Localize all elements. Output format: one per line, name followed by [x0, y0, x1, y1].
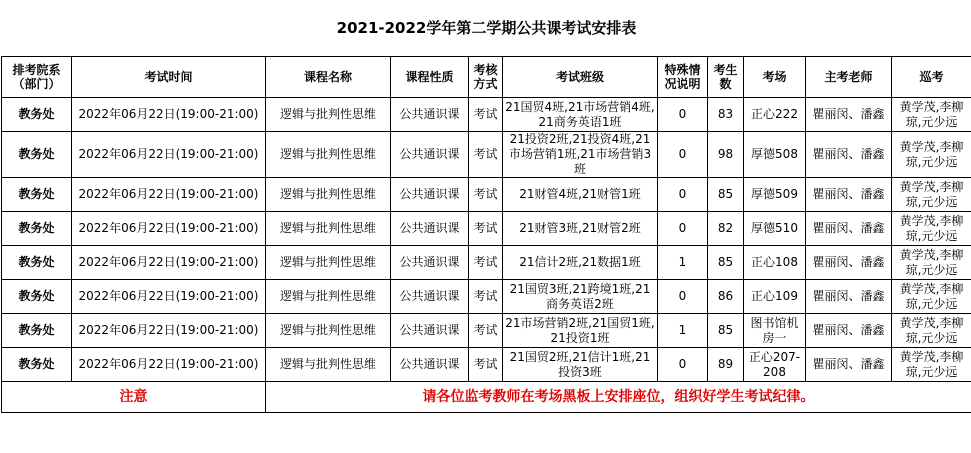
- special-cell: 0: [658, 178, 708, 212]
- time-cell: 2022年06月22日(19:00-21:00): [72, 348, 266, 382]
- special-cell: 1: [658, 314, 708, 348]
- dept-cell: 教务处: [2, 314, 72, 348]
- nature-cell: 公共通识课: [391, 348, 469, 382]
- nature-cell: 公共通识课: [391, 246, 469, 280]
- method-cell: 考试: [469, 212, 503, 246]
- classes-cell: 21投资2班,21投资4班,21市场营销1班,21市场营销3班: [503, 132, 658, 178]
- chief-cell: 瞿丽闵、潘鑫: [806, 348, 892, 382]
- course-cell: 逻辑与批判性思维: [266, 212, 391, 246]
- note-text: 请各位监考教师在考场黑板上安排座位，组织好学生考试纪律。: [266, 382, 971, 413]
- chief-cell: 瞿丽闵、潘鑫: [806, 314, 892, 348]
- special-cell: 0: [658, 348, 708, 382]
- classes-cell: 21国贸4班,21市场营销4班,21商务英语1班: [503, 98, 658, 132]
- count-cell: 85: [708, 178, 744, 212]
- time-cell: 2022年06月22日(19:00-21:00): [72, 98, 266, 132]
- nature-cell: 公共通识课: [391, 314, 469, 348]
- course-cell: 逻辑与批判性思维: [266, 132, 391, 178]
- special-cell: 0: [658, 212, 708, 246]
- special-cell: 0: [658, 132, 708, 178]
- dept-cell: 教务处: [2, 280, 72, 314]
- proctor-cell: 黄学茂,李柳琼,元少远: [892, 132, 971, 178]
- chief-cell: 瞿丽闵、潘鑫: [806, 132, 892, 178]
- chief-cell: 瞿丽闵、潘鑫: [806, 246, 892, 280]
- proctor-cell: 黄学茂,李柳琼,元少远: [892, 246, 971, 280]
- method-cell: 考试: [469, 132, 503, 178]
- classes-cell: 21国贸3班,21跨境1班,21商务英语2班: [503, 280, 658, 314]
- header-room: 考场: [744, 57, 806, 98]
- method-cell: 考试: [469, 98, 503, 132]
- header-dept: 排考院系（部门）: [2, 57, 72, 98]
- room-cell: 正心109: [744, 280, 806, 314]
- time-cell: 2022年06月22日(19:00-21:00): [72, 212, 266, 246]
- table-row: [2, 246, 971, 280]
- header-nature: 课程性质: [391, 57, 469, 98]
- count-cell: 85: [708, 246, 744, 280]
- classes-cell: 21市场营销2班,21国贸1班,21投资1班: [503, 314, 658, 348]
- classes-cell: 21财管3班,21财管2班: [503, 212, 658, 246]
- classes-cell: 21信计2班,21数据1班: [503, 246, 658, 280]
- chief-cell: 瞿丽闵、潘鑫: [806, 98, 892, 132]
- count-cell: 83: [708, 98, 744, 132]
- table-row: [2, 348, 971, 382]
- nature-cell: 公共通识课: [391, 178, 469, 212]
- method-cell: 考试: [469, 178, 503, 212]
- note-row: [2, 382, 971, 413]
- proctor-cell: 黄学茂,李柳琼,元少远: [892, 314, 971, 348]
- table-row: [2, 98, 971, 132]
- course-cell: 逻辑与批判性思维: [266, 246, 391, 280]
- room-cell: 厚德508: [744, 132, 806, 178]
- table-row: [2, 178, 971, 212]
- nature-cell: 公共通识课: [391, 98, 469, 132]
- method-cell: 考试: [469, 280, 503, 314]
- header-method: 考核方式: [469, 57, 503, 98]
- header-chief: 主考老师: [806, 57, 892, 98]
- header-count: 考生数: [708, 57, 744, 98]
- header-course: 课程名称: [266, 57, 391, 98]
- chief-cell: 瞿丽闵、潘鑫: [806, 280, 892, 314]
- course-cell: 逻辑与批判性思维: [266, 280, 391, 314]
- room-cell: 正心108: [744, 246, 806, 280]
- count-cell: 85: [708, 314, 744, 348]
- dept-cell: 教务处: [2, 348, 72, 382]
- header-time: 考试时间: [72, 57, 266, 98]
- dept-cell: 教务处: [2, 132, 72, 178]
- course-cell: 逻辑与批判性思维: [266, 348, 391, 382]
- method-cell: 考试: [469, 246, 503, 280]
- nature-cell: 公共通识课: [391, 132, 469, 178]
- time-cell: 2022年06月22日(19:00-21:00): [72, 132, 266, 178]
- chief-cell: 瞿丽闵、潘鑫: [806, 178, 892, 212]
- course-cell: 逻辑与批判性思维: [266, 98, 391, 132]
- table-row: [2, 280, 971, 314]
- time-cell: 2022年06月22日(19:00-21:00): [72, 314, 266, 348]
- room-cell: 正心222: [744, 98, 806, 132]
- proctor-cell: 黄学茂,李柳琼,元少远: [892, 178, 971, 212]
- classes-cell: 21财管4班,21财管1班: [503, 178, 658, 212]
- dept-cell: 教务处: [2, 212, 72, 246]
- special-cell: 1: [658, 246, 708, 280]
- nature-cell: 公共通识课: [391, 280, 469, 314]
- title-row: [2, 0, 971, 57]
- table-row: [2, 314, 971, 348]
- proctor-cell: 黄学茂,李柳琼,元少远: [892, 280, 971, 314]
- count-cell: 82: [708, 212, 744, 246]
- chief-cell: 瞿丽闵、潘鑫: [806, 212, 892, 246]
- time-cell: 2022年06月22日(19:00-21:00): [72, 280, 266, 314]
- classes-cell: 21国贸2班,21信计1班,21投资3班: [503, 348, 658, 382]
- time-cell: 2022年06月22日(19:00-21:00): [72, 178, 266, 212]
- proctor-cell: 黄学茂,李柳琼,元少远: [892, 212, 971, 246]
- special-cell: 0: [658, 98, 708, 132]
- proctor-cell: 黄学茂,李柳琼,元少远: [892, 348, 971, 382]
- method-cell: 考试: [469, 348, 503, 382]
- room-cell: 正心207-208: [744, 348, 806, 382]
- time-cell: 2022年06月22日(19:00-21:00): [72, 246, 266, 280]
- header-special: 特殊情况说明: [658, 57, 708, 98]
- count-cell: 89: [708, 348, 744, 382]
- room-cell: 厚德509: [744, 178, 806, 212]
- dept-cell: 教务处: [2, 178, 72, 212]
- room-cell: 图书馆机房一: [744, 314, 806, 348]
- header-classes: 考试班级: [503, 57, 658, 98]
- header-row: [2, 57, 971, 98]
- room-cell: 厚德510: [744, 212, 806, 246]
- sheet-title: 2021-2022学年第二学期公共课考试安排表: [2, 0, 971, 57]
- count-cell: 86: [708, 280, 744, 314]
- special-cell: 0: [658, 280, 708, 314]
- header-proctor: 巡考: [892, 57, 971, 98]
- nature-cell: 公共通识课: [391, 212, 469, 246]
- dept-cell: 教务处: [2, 98, 72, 132]
- course-cell: 逻辑与批判性思维: [266, 314, 391, 348]
- exam-schedule-table: [1, 0, 971, 413]
- note-label: 注意: [2, 382, 266, 413]
- course-cell: 逻辑与批判性思维: [266, 178, 391, 212]
- table-row: [2, 212, 971, 246]
- table-row: [2, 132, 971, 178]
- count-cell: 98: [708, 132, 744, 178]
- method-cell: 考试: [469, 314, 503, 348]
- proctor-cell: 黄学茂,李柳琼,元少远: [892, 98, 971, 132]
- dept-cell: 教务处: [2, 246, 72, 280]
